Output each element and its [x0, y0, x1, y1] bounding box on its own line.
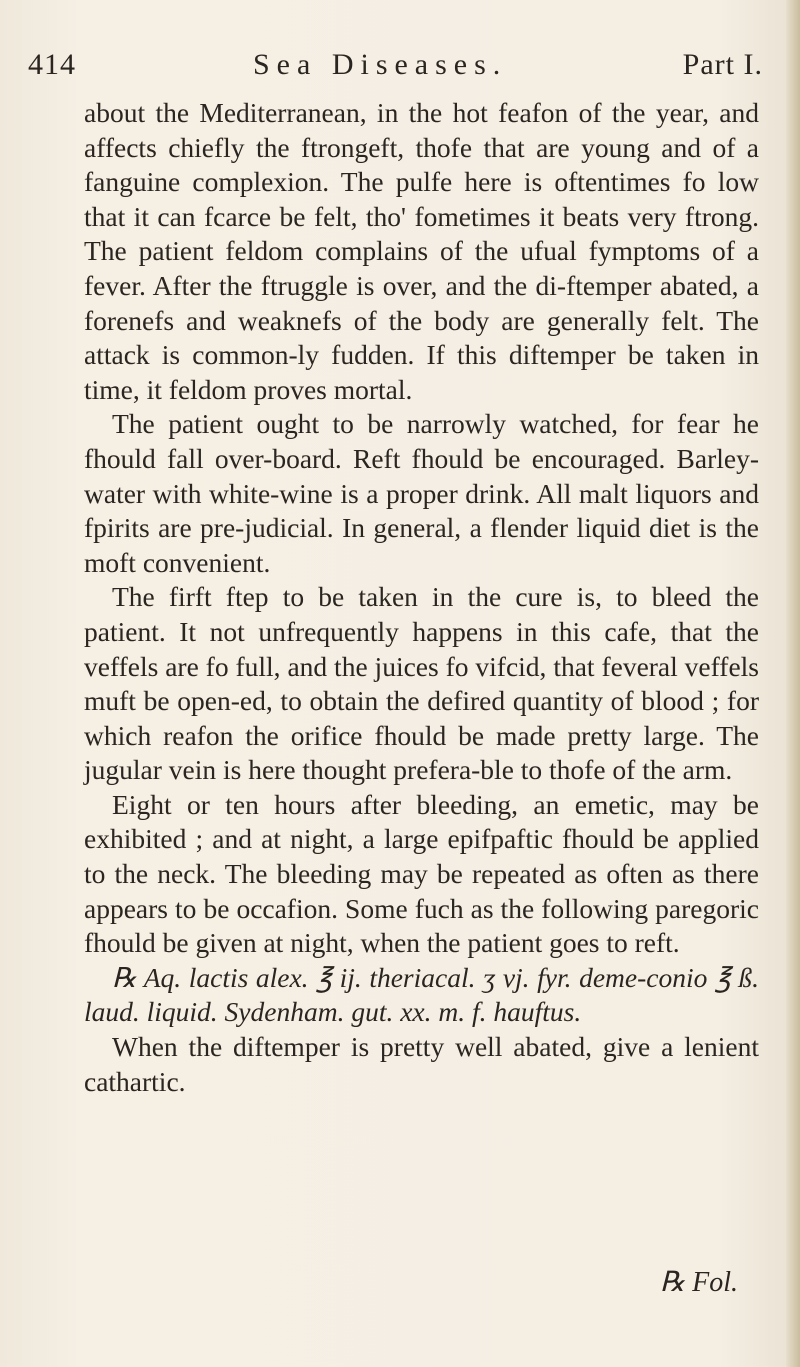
page-number: 414	[28, 48, 76, 81]
body-text	[84, 96, 759, 1099]
paragraph: When the diftemper is pretty well abated, give a lenient cathartic.	[84, 1031, 759, 1097]
paragraph: Eight or ten hours after bleeding, an emetic, may be exhibited ; and at night, a large epifpaftic fhould be applied to the neck. The bleeding may be repeated as often as there appears to be occafion. Some fuch as the following paregoric fhould be given at night, when the patient goes to reft.	[84, 788, 759, 959]
paragraph: about the Mediterranean, in the hot feafon of the year, and affects chiefly the ftrongeft, thofe that are young and of a fanguine complexion. The pulfe here is oftentimes fo low that it can fcarce be felt, tho' fometimes it beats very ftrong. The patient feldom complains of the ufual fymptoms of a fever. After the ftruggle is over, and the di-ftemper abated, a forenefs and weaknefs of the body are generally felt. The attack is common-ly fudden. If this diftemper be taken in time, it feldom proves mortal.	[84, 97, 759, 405]
page-edge	[786, 0, 800, 1367]
catchword: ℞ Fol.	[660, 1267, 738, 1298]
prescription: ℞ Aq. lactis alex. ℥ ij. theriacal. ʒ vj. fyr. deme-conio ℥ ß. laud. liquid. Sydenham. gut. xx. m. f. hauftus.	[84, 961, 759, 1028]
page-header	[28, 48, 763, 98]
paragraph: The patient ought to be narrowly watched, for fear he fhould fall over-board. Reft fhould be encouraged. Barley-water with white-wine is a proper drink. All malt liquors and fpirits are pre-judicial. In general, a flender liquid diet is the moft convenient.	[84, 408, 759, 578]
paragraph: The firft ftep to be taken in the cure is, to bleed the patient. It not unfrequently happens in this cafe, that the veffels are fo full, and the juices fo vifcid, that feveral veffels muft be open-ed, to obtain the defired quantity of blood ; for which reafon the orifice fhould be made pretty large. The jugular vein is here thought prefera-ble to thofe of the arm.	[84, 581, 759, 786]
part-label: Part I.	[682, 48, 763, 81]
running-title: Sea Diseases.	[253, 48, 508, 81]
